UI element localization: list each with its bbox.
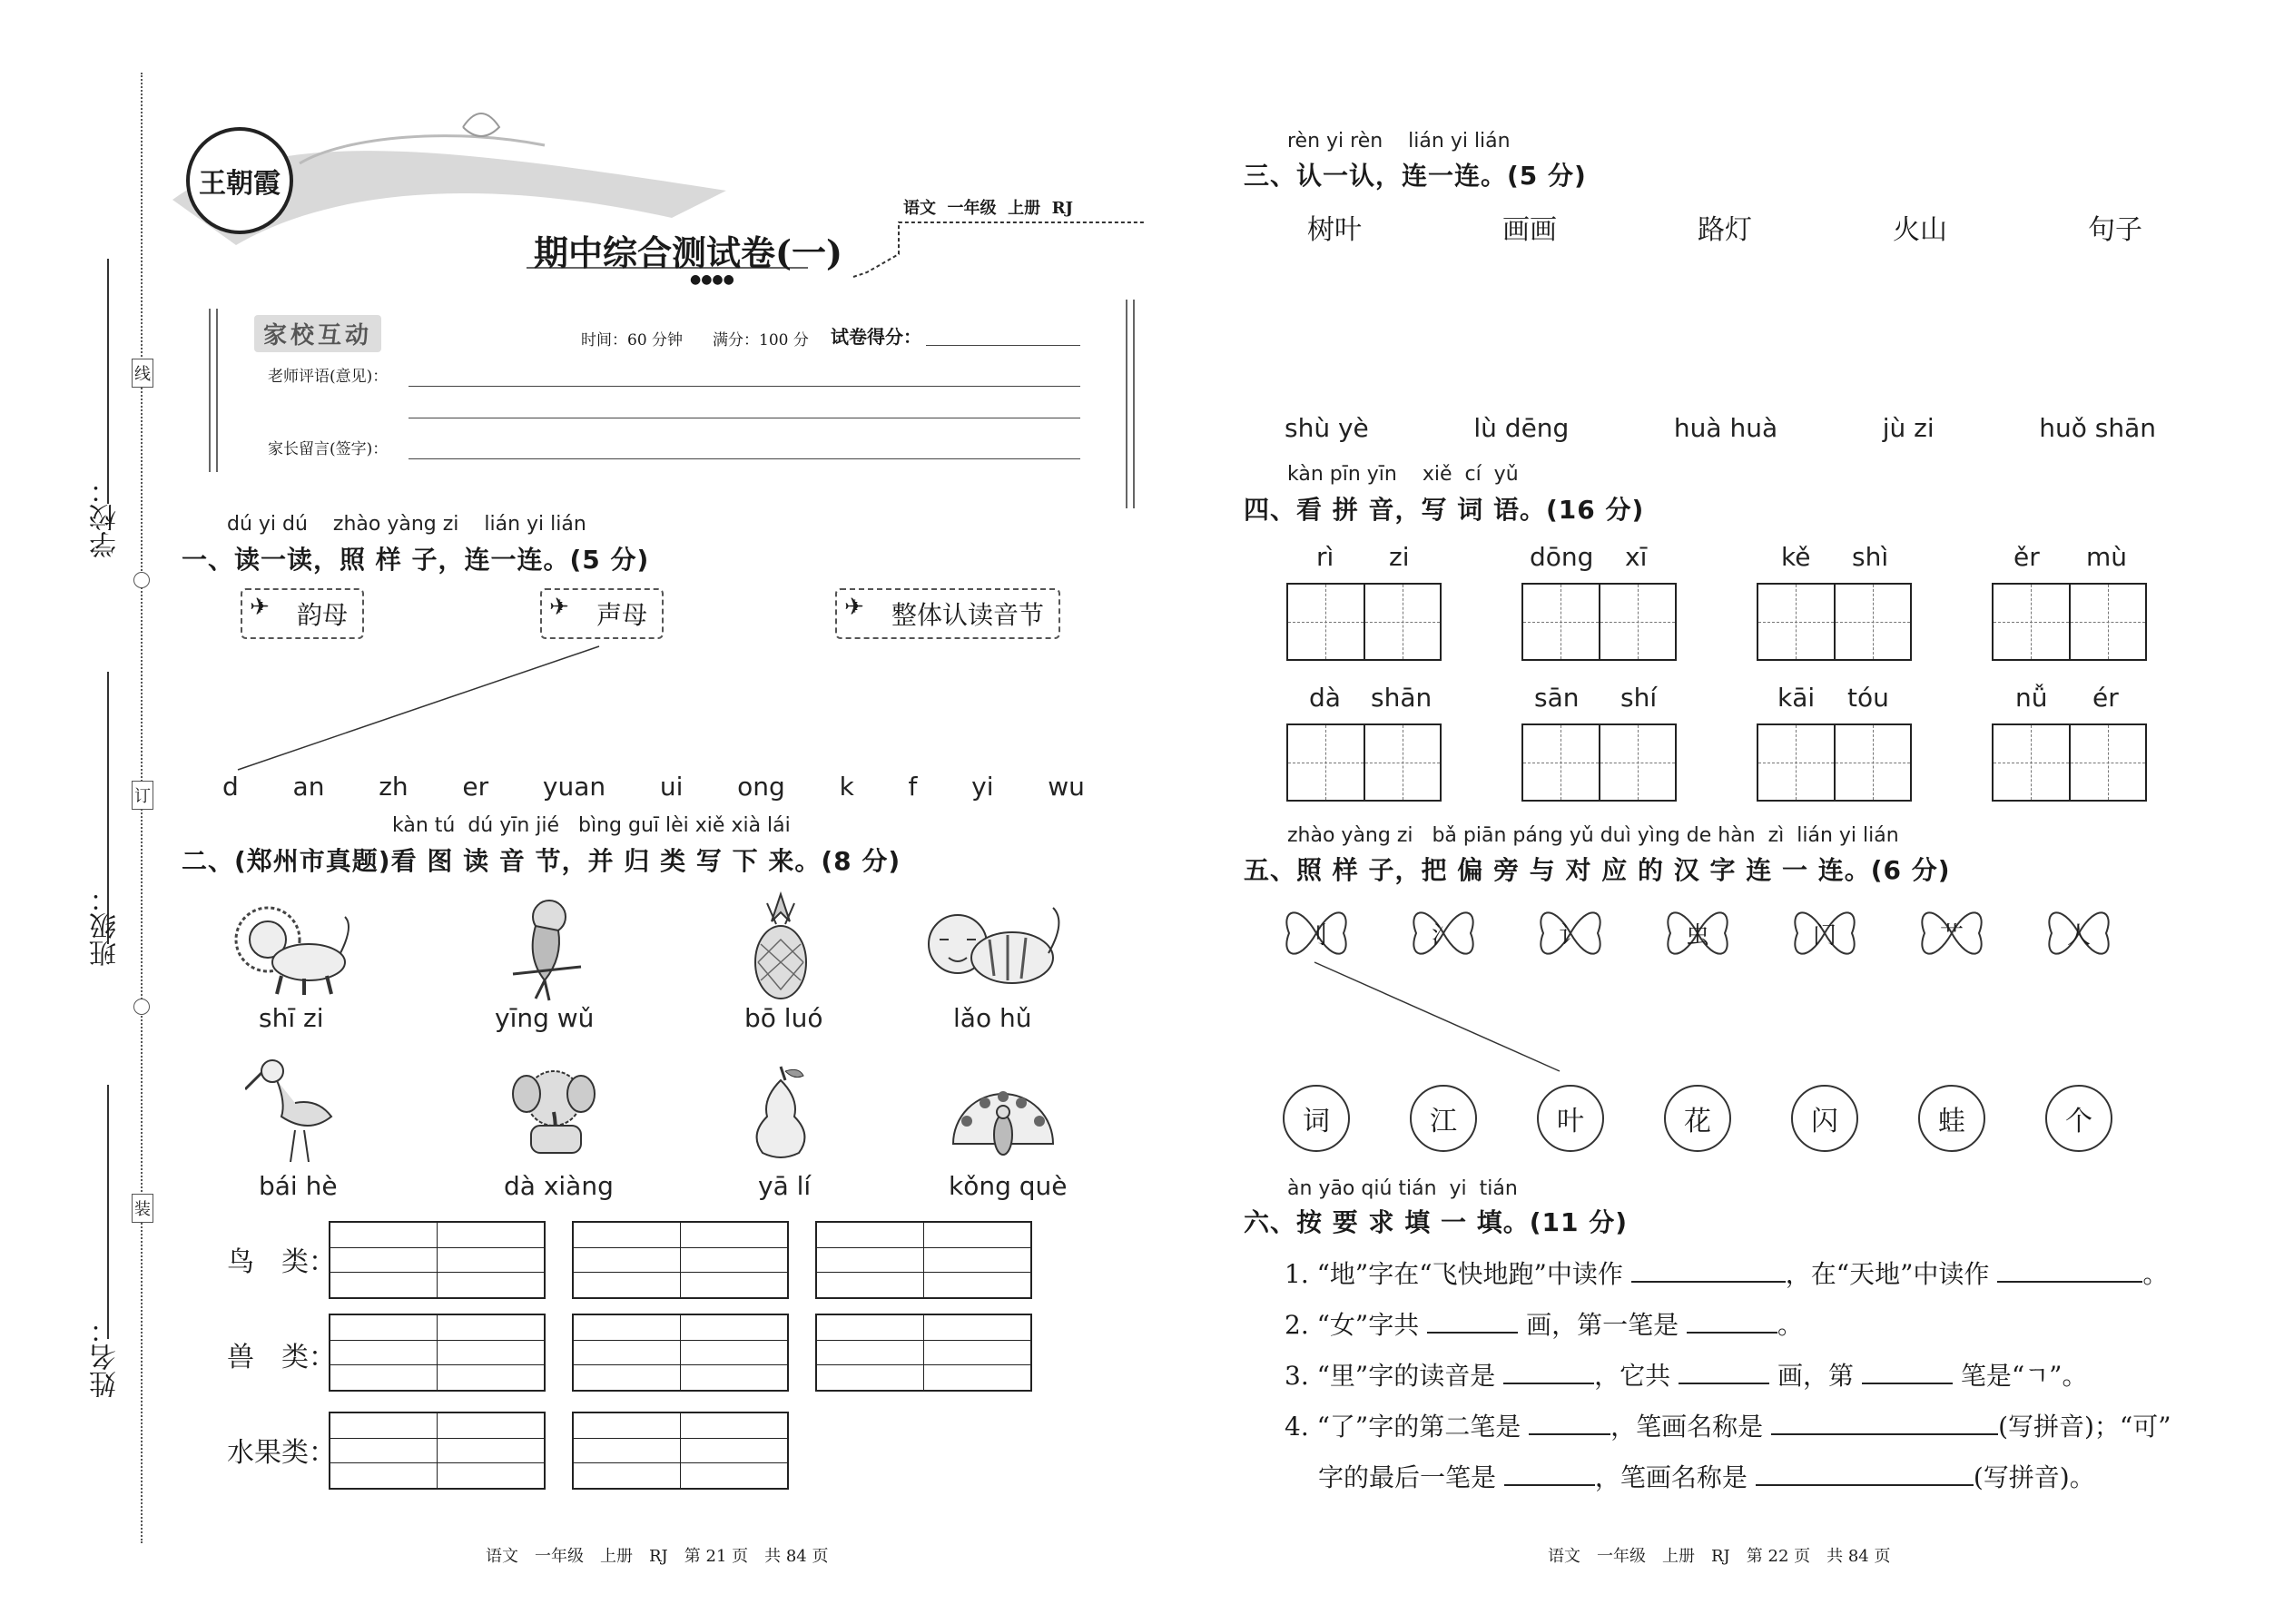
binding-dot (133, 572, 150, 588)
q4-py: shì (1852, 542, 1889, 572)
answer-blank[interactable] (1504, 1484, 1595, 1486)
q4-py: kāi (1777, 683, 1816, 713)
animal-pinyin: lǎo hǔ (953, 1003, 1032, 1033)
q2-pinyin: kàn tú dú yīn jié bìng guī lèi xiě xià lái (392, 814, 791, 837)
q3-pinyin: rèn yi rèn lián yi lián (1287, 130, 1511, 153)
tianzige-box[interactable] (1992, 723, 2147, 802)
q2-heading: 二、(郑州市真题)看 图 读 音 节，并 归 类 写 下 来。(8 分) (182, 846, 901, 876)
class-label: 班级： (90, 885, 122, 967)
flower-char[interactable]: 个 (2045, 1085, 2112, 1152)
q4-py: nǚ (2015, 683, 2048, 713)
q3-pinyin-item[interactable]: shù yè (1285, 413, 1369, 443)
q4-heading: 四、看 拼 音，写 词 语。(16 分) (1244, 495, 1645, 525)
radical-char: 刂 (1304, 921, 1328, 950)
name-label: 姓名： (90, 1316, 122, 1398)
box-left-rule (209, 309, 218, 472)
tianzige-box[interactable] (1286, 583, 1442, 661)
subject-tag: 语文 一年级 上册 RJ (903, 199, 1074, 218)
box-right-rule (1126, 300, 1135, 508)
teacher-comment-line[interactable] (409, 386, 1080, 387)
answer-box[interactable] (329, 1314, 546, 1392)
footer-right: 语文 一年级 上册 RJ 第 22 页 共 84 页 (1548, 1547, 1891, 1566)
q3-word[interactable]: 句子 (2088, 214, 2142, 246)
answer-blank[interactable] (1771, 1433, 1998, 1435)
parent-message-line[interactable] (409, 458, 1080, 459)
q6-text: ，在“天地”中读作 (1785, 1259, 1990, 1289)
q3-pinyin-item[interactable]: huà huà (1673, 413, 1778, 443)
butterfly-radical[interactable] (1793, 901, 1856, 965)
answer-blank[interactable] (1756, 1484, 1974, 1486)
q1-item[interactable]: ui (659, 772, 684, 802)
binding-char-xian: 线 (132, 359, 153, 388)
answer-blank[interactable] (1862, 1383, 1953, 1384)
binding-dot (133, 999, 150, 1015)
radical-char: 讠 (1558, 921, 1582, 950)
home-school-box (218, 304, 1117, 499)
animal-pinyin: shī zi (259, 1003, 324, 1033)
q4-py: shān (1371, 683, 1433, 713)
q6-line-2 (1285, 1305, 1803, 1342)
q6-text: 。 (2142, 1259, 2169, 1289)
tianzige-box[interactable] (1992, 583, 2147, 661)
butterfly-radical[interactable] (1920, 901, 1984, 965)
title-dots: ●●●● (690, 272, 734, 287)
animal-pinyin: yā lí (758, 1171, 812, 1201)
q6-text: ，它共 (1594, 1361, 1671, 1391)
butterfly-radical[interactable] (1539, 901, 1602, 965)
animal-pinyin: kǒng què (949, 1171, 1068, 1201)
answer-box[interactable] (329, 1412, 546, 1490)
q3-pinyin-item[interactable]: huǒ shān (2039, 413, 2156, 443)
q1-item[interactable]: f (908, 772, 918, 802)
answer-blank[interactable] (1997, 1281, 2142, 1283)
pineapple-image (744, 890, 817, 1003)
q6-text: 4. “了”字的第二笔是 (1285, 1412, 1521, 1442)
answer-box[interactable] (329, 1221, 546, 1299)
q6-line-5 (1318, 1458, 2095, 1494)
page-title: 期中综合测试卷(一) (534, 232, 842, 273)
q4-py: mù (2086, 542, 2128, 572)
school-label: 学校： (90, 477, 122, 558)
peacock-image (944, 1053, 1062, 1162)
q1-item[interactable]: yi (971, 772, 994, 802)
q4-py: ěr (2013, 542, 2040, 572)
q6-text: 3. “里”字的读音是 (1285, 1361, 1496, 1391)
q4-py: zi (1389, 542, 1410, 572)
butterfly-radical[interactable] (1285, 901, 1348, 965)
q3-word[interactable]: 路灯 (1698, 214, 1752, 246)
q6-text: (写拼音)；“可” (1998, 1412, 2171, 1442)
score-blank[interactable] (926, 345, 1080, 346)
crane-image (245, 1053, 345, 1162)
q4-py: kě (1781, 542, 1811, 572)
answer-blank[interactable] (1687, 1332, 1777, 1334)
q6-text: 字的最后一笔是 (1318, 1462, 1497, 1492)
plane-icon: ✈ (844, 594, 864, 621)
answer-blank[interactable] (1631, 1281, 1786, 1283)
home-school-badge: 家校互动 (254, 315, 381, 352)
tianzige-box[interactable] (1521, 723, 1677, 802)
plane-icon: ✈ (250, 594, 270, 621)
footer-left: 语文 一年级 上册 RJ 第 21 页 共 84 页 (486, 1547, 829, 1566)
category-beast-label: 兽 类： (227, 1342, 336, 1373)
tag-zhengti (835, 588, 1060, 639)
butterfly-radical[interactable] (1666, 901, 1729, 965)
binding-char-zhuang: 装 (132, 1194, 153, 1223)
q1-pinyin: dú yi dú zhào yàng zi lián yi lián (227, 513, 586, 536)
answer-box[interactable] (572, 1314, 789, 1392)
tianzige-box[interactable] (1286, 723, 1442, 802)
tianzige-box[interactable] (1757, 583, 1912, 661)
category-fruit-label: 水果类： (227, 1437, 336, 1469)
tag-label: 韵母 (297, 600, 349, 630)
tag-label: 整体认读音节 (891, 600, 1045, 630)
pear-image (744, 1062, 817, 1162)
tianzige-box[interactable] (1757, 723, 1912, 802)
q6-line-4 (1285, 1407, 2171, 1443)
q4-py: ér (2092, 683, 2119, 713)
q1-item[interactable]: an (292, 772, 325, 802)
radical-char: 艹 (1939, 921, 1964, 950)
parent-message-label: 家长留言(签字)： (268, 440, 389, 458)
q4-py: shí (1620, 683, 1658, 713)
flower-char[interactable]: 蛙 (1918, 1085, 1985, 1152)
butterfly-radical[interactable] (2047, 901, 2111, 965)
answer-box[interactable] (815, 1221, 1032, 1299)
animal-pinyin: bō luó (744, 1003, 823, 1033)
binding-char-ding: 订 (132, 781, 153, 810)
q6-text: 2. “女”字共 (1285, 1310, 1420, 1340)
q4-py: xī (1625, 542, 1648, 572)
teacher-comment-label: 老师评语(意见)： (268, 368, 389, 386)
q1-items (222, 772, 1085, 802)
radical-char: 虫 (1685, 921, 1709, 950)
full-score-label: 满分：100 分 (713, 331, 809, 349)
q4-py: rì (1316, 542, 1334, 572)
radical-char: 氵 (1431, 921, 1455, 950)
q4-py: dōng (1530, 542, 1594, 572)
q3-pinyin-item[interactable]: lù dēng (1473, 413, 1570, 443)
q6-text: 画，第 (1777, 1361, 1854, 1391)
q3-pinyins (1285, 413, 2156, 443)
tianzige-box[interactable] (1521, 583, 1677, 661)
answer-blank[interactable] (1679, 1383, 1769, 1384)
radical-char: 人 (2066, 921, 2091, 950)
q6-text: 笔是“ㄱ”。 (1960, 1361, 2088, 1391)
q1-item[interactable]: er (462, 772, 489, 802)
time-label: 时间：60 分钟 (581, 331, 684, 349)
flower-char[interactable]: 词 (1283, 1085, 1350, 1152)
q3-word[interactable]: 树叶 (1307, 214, 1362, 246)
tag-label: 声母 (596, 600, 648, 630)
answer-box[interactable] (815, 1314, 1032, 1392)
q6-heading: 六、按 要 求 填 一 填。(11 分) (1244, 1207, 1629, 1237)
q5-pinyin: zhào yàng zi bǎ piān páng yǔ duì yìng de hàn zì lián yi lián (1287, 824, 1899, 847)
q1-item[interactable]: ong (737, 772, 785, 802)
answer-box[interactable] (572, 1412, 789, 1490)
flower-char[interactable]: 叶 (1537, 1085, 1604, 1152)
q6-text: (写拼音)。 (1973, 1462, 2095, 1492)
q6-text: 。 (1777, 1310, 1803, 1340)
q3-heading: 三、认一认，连一连。(5 分) (1244, 161, 1587, 191)
flower-char[interactable]: 江 (1410, 1085, 1477, 1152)
q5-heading: 五、照 样 子，把 偏 旁 与 对 应 的 汉 字 连 一 连。(6 分) (1244, 855, 1951, 885)
category-bird-label: 鸟 类： (227, 1246, 336, 1278)
q4-pinyin: kàn pīn yīn xiě cí yǔ (1287, 463, 1519, 486)
flower-char[interactable]: 花 (1664, 1085, 1731, 1152)
q6-text: 画，第一笔是 (1526, 1310, 1679, 1340)
lion-image (218, 899, 354, 999)
q3-word[interactable]: 画画 (1502, 214, 1557, 246)
q4-py: dà (1309, 683, 1341, 713)
score-label: 试卷得分： (831, 326, 921, 348)
q6-text: ，笔画名称是 (1610, 1412, 1764, 1442)
q1-item[interactable]: wu (1048, 772, 1085, 802)
q1-heading: 一、读一读，照 样 子，连一连。(5 分) (182, 545, 650, 575)
parrot-image (504, 894, 586, 1003)
q6-text: 1. “地”字在“飞快地跑”中读作 (1285, 1259, 1623, 1289)
animal-pinyin: bái hè (259, 1171, 338, 1201)
tiger-image (917, 903, 1062, 994)
animal-pinyin: yīng wǔ (495, 1003, 595, 1033)
school-blank[interactable] (107, 259, 109, 504)
tag-yunmu (241, 588, 364, 639)
answer-box[interactable] (572, 1221, 789, 1299)
elephant-image (508, 1062, 608, 1162)
animal-pinyin: dà xiàng (504, 1171, 614, 1201)
answer-blank[interactable] (1427, 1332, 1518, 1334)
tag-shengmu (540, 588, 664, 639)
q6-pinyin: àn yāo qiú tián yi tián (1287, 1177, 1518, 1200)
q3-words (1307, 207, 2142, 247)
q6-line-1 (1285, 1255, 2168, 1291)
q4-py: sān (1534, 683, 1580, 713)
q3-word[interactable]: 火山 (1893, 214, 1947, 246)
plane-icon: ✈ (549, 594, 569, 621)
q4-py: tóu (1847, 683, 1889, 713)
q6-line-3 (1285, 1356, 2088, 1393)
name-blank[interactable] (107, 1085, 109, 1339)
q3-pinyin-item[interactable]: jù zi (1882, 413, 1935, 443)
flower-char[interactable]: 闪 (1791, 1085, 1858, 1152)
butterfly-radical[interactable] (1412, 901, 1475, 965)
q1-item[interactable]: yuan (542, 772, 606, 802)
q1-item[interactable]: k (839, 772, 854, 802)
q1-item[interactable]: d (222, 772, 239, 802)
answer-blank[interactable] (1503, 1383, 1594, 1384)
answer-blank[interactable] (1529, 1433, 1610, 1435)
logo-text: 王朝霞 (199, 168, 281, 200)
radical-char: 门 (1812, 921, 1836, 950)
q1-item[interactable]: zh (379, 772, 409, 802)
q6-text: ，笔画名称是 (1594, 1462, 1748, 1492)
logo-seal (186, 127, 293, 234)
